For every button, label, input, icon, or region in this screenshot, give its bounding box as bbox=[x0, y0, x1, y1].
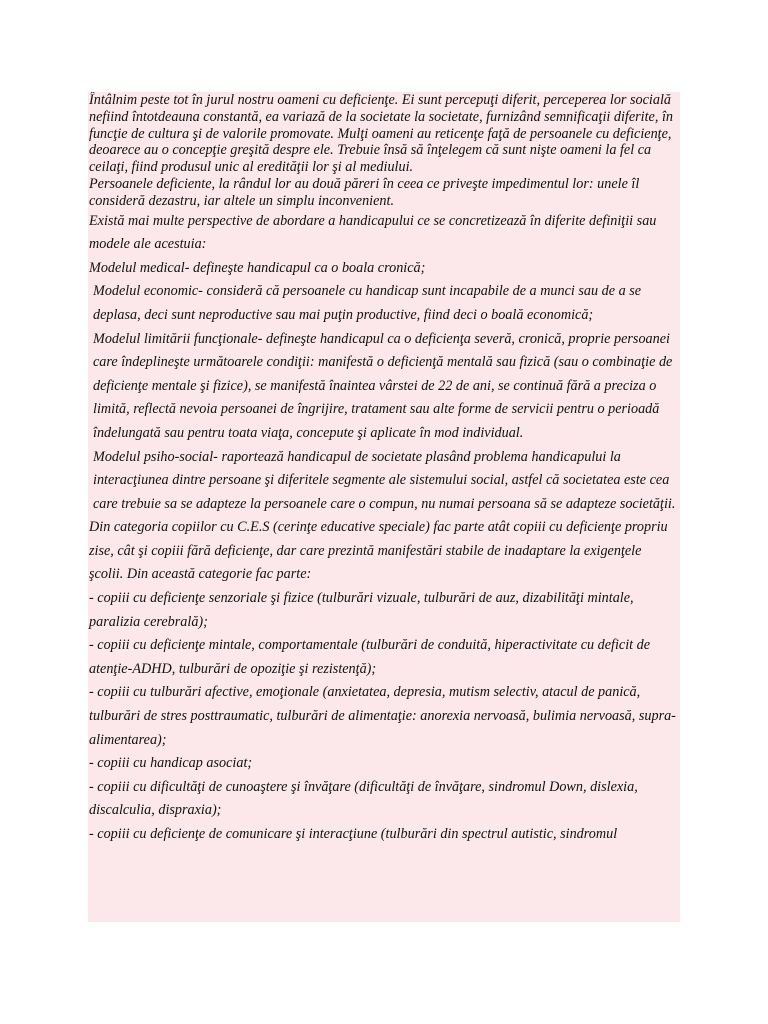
list-item: - copiii cu tulburări afective, emoţionale (anxietatea, depresia, mutism selectiv, atacul de panică, tulburări de stres posttraumatic, tulburări de alimentaţie: anorexia nervoasă, bulimia nervoasă, supra-alimentarea); bbox=[89, 684, 676, 748]
functional-model-paragraph: Modelul limitării funcţionale- defineşte handicapul ca o deficienţa severă, cronică, proprie persoanei care îndeplineşte următoarele condiţii: manifestă o deficienţă mentală sau fizică (sau o combinaţie de deficienţe mentale şi fizice), se manifestă înaintea vârstei de 22 de ani, se continuă fără a preciza o limită, reflectă nevoia persoanei de îngrijire, tratament sau alte forme de servicii pentru o perioadă îndelungată sau pentru toata viaţa, concepute şi aplicate în mod individual. bbox=[93, 330, 673, 441]
highlighted-text-block bbox=[88, 92, 680, 922]
list-item: - copiii cu dificultăţi de cunoaştere şi învăţare (dificultăţi de învăţare, sindromul Down, dislexia, discalculia, dispraxia); bbox=[89, 778, 638, 819]
list-item: - copiii cu deficienţe de comunicare şi interacţiune (tulburări din spectrul autistic, sindromul bbox=[89, 826, 618, 843]
list-item: - copiii cu handicap asociat; bbox=[89, 755, 253, 772]
ces-category-paragraph: Din categoria copiilor cu C.E.S (cerinţe educative speciale) fac parte atât copiii cu deficienţe propriu zise, cât şi copiii fără deficienţe, dar care prezintă manifestări stabile de inadaptare la exigenţele şcolii. Din această categorie fac parte: bbox=[89, 519, 668, 583]
medical-model-paragraph: Modelul medical- defineşte handicapul ca o boala cronică; bbox=[89, 259, 426, 276]
list-item: - copiii cu deficienţe senzoriale şi fizice (tulburări vizuale, tulburări de auz, dizabilităţi mintale, paralizia cerebrală); bbox=[89, 590, 634, 630]
psychosocial-model-paragraph: Modelul psiho-social- raportează handicapul de societate plasând problema handicapului la interacţiunea dintre persoane şi diferitele segmente ale sistemului social, astfel că societatea este cea care trebuie sa se adapteze la persoanele care o compun, nu numai persoana să se adapteze societăţii. bbox=[93, 448, 676, 512]
list-item: - copiii cu deficienţe mintale, comportamentale (tulburări de conduită, hiperactivitate cu deficit de atenţie-ADHD, tulburări de opoziţie şi rezistenţă); bbox=[89, 637, 651, 677]
intro-paragraph: Întâlnim peste tot în jurul nostru oameni cu deficienţe. Ei sunt percepuţi diferit, perceperea lor socială nefiind întotdeauna constantă, ea variază de la societate la societate, furnizând semnificaţii diferite, în funcţie de cultura şi de valorile promovate. Mulţi oameni au reticenţe faţă de persoanele cu deficienţe, deoarece au o concepţie greşită despre ele. Trebuie însă să înţelegem că sunt nişte oameni la fel ca ceilaţi, fiind produsul unic al eredităţii lor şi al mediului. bbox=[89, 92, 673, 176]
economic-model-paragraph: Modelul economic- consideră că persoanele cu handicap sunt incapabile de a munci sau de a se deplasa, deci sunt neproductive sau mai puţin productive, fiind deci o boală economică; bbox=[93, 283, 642, 323]
perspectives-paragraph: Există mai multe perspective de abordare a handicapului ce se concretizează în diferite definiţii sau modele ale acestuia: bbox=[89, 212, 657, 253]
opinions-paragraph: Persoanele deficiente, la rândul lor au două păreri în ceea ce priveşte impedimentul lor: unele îl consideră dezastru, iar altele un simplu inconvenient. bbox=[89, 175, 640, 209]
